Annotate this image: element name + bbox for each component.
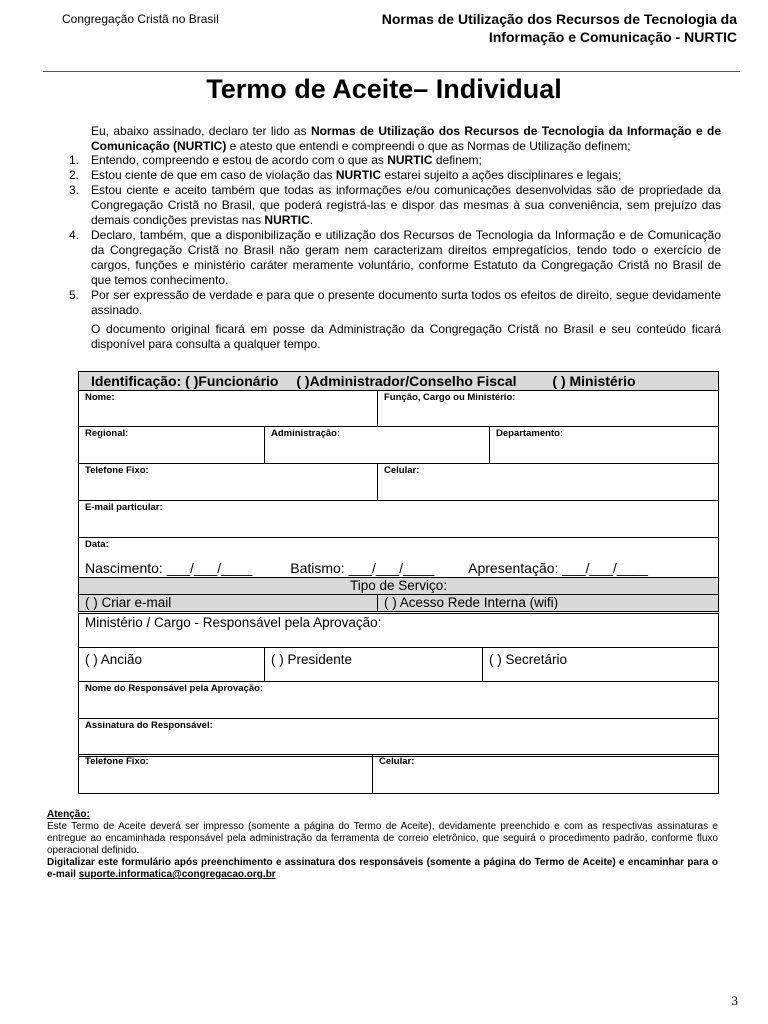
identification-row — [79, 372, 719, 391]
list-item-number: 2. — [69, 168, 80, 182]
list-item-text: Estou ciente de que em caso de violação das — [91, 168, 336, 182]
list-item-bold: NURTIC — [335, 168, 382, 182]
list-item — [69, 168, 721, 183]
celular-responsavel-field[interactable]: Celular: — [373, 755, 719, 794]
apresentacao-date[interactable]: Apresentação: ___/___/____ — [468, 560, 648, 576]
ministerio-cargo-label: Ministério / Cargo - Responsável pela Aprovação: — [79, 614, 719, 648]
header-divider — [43, 71, 740, 72]
anciao-option[interactable]: ( ) Ancião — [79, 648, 265, 682]
list-item-number: 4. — [69, 228, 80, 242]
list-item-text-end: . — [309, 213, 314, 227]
list-item-text: Declaro, também, que a disponibilização e utilização dos Recursos de Tecnologia da Informação e de Comunicação da Congregação Cristã no Brasil não geram nem caracterizam direitos empregatícios, tendo todo o exercício de cargos, funções e ministério caráter meramente voluntário, conforme Estatuto da Congregação Cristã no Brasil de que temos conhecimento. — [91, 228, 721, 287]
list-item-text: Entendo, compreendo e estou de acordo com o que as — [91, 153, 388, 167]
list-item — [69, 153, 721, 168]
option-administrador[interactable]: ( )Administrador/Conselho Fiscal — [296, 373, 517, 389]
option-ministerio[interactable]: ( ) Ministério — [552, 373, 636, 389]
secretario-option[interactable]: ( ) Secretário — [483, 648, 719, 682]
email-field[interactable]: E-mail particular: — [79, 501, 719, 538]
header-document-title — [382, 10, 737, 46]
nome-field[interactable]: Nome: — [79, 391, 378, 427]
support-email-link[interactable]: suporte.informatica@congregacao.org.br — [78, 869, 276, 880]
telefone-fixo-responsavel-field[interactable]: Telefone Fixo: — [79, 755, 373, 794]
data-label: Data: — [85, 539, 109, 550]
tipo-servico-header: Tipo de Serviço: — [79, 578, 719, 595]
intro-bold: Normas de Utilização dos Recursos de Tecnologia da Informação e de Comunicação (NURTIC) — [91, 124, 722, 153]
option-funcionario[interactable]: ( )Funcionário — [185, 373, 279, 389]
list-item-number: 1. — [69, 153, 80, 167]
list-item-number: 5. — [69, 288, 80, 302]
contact-form — [78, 754, 719, 794]
attention-bold-text: Digitalizar este formulário após preenchimento e assinatura dos responsáveis (somente a página do Termo de Aceite) e encaminhar para o e-mail — [47, 857, 718, 880]
list-item-number: 3. — [69, 183, 80, 197]
attention-note — [47, 809, 718, 881]
list-item-text: Por ser expressão de verdade e para que o presente documento surta todos os efeitos de direito, segue devidamente assinado. — [91, 288, 721, 317]
acesso-rede-option[interactable]: ( ) Acesso Rede Interna (wifi) — [378, 595, 719, 612]
list-item-bold: NURTIC — [387, 153, 433, 167]
funcao-field[interactable]: Função, Cargo ou Ministério: — [378, 391, 719, 427]
identification-form — [78, 371, 719, 612]
identification-label: Identificação: — [91, 373, 182, 389]
celular-field[interactable]: Celular: — [378, 464, 719, 501]
page-number: 3 — [731, 993, 738, 1008]
presidente-option[interactable]: ( ) Presidente — [265, 648, 483, 682]
header-title-line-1: Normas de Utilização dos Recursos de Tecnologia da — [381, 11, 737, 27]
regional-field[interactable]: Regional: — [79, 427, 265, 464]
page-title: Termo de Aceite– Individual — [206, 74, 562, 104]
list-item-text-end: estarei sujeito a ações disciplinares e legais; — [381, 168, 622, 182]
intro-text-1: Eu, abaixo assinado, declaro ter lido as — [91, 124, 311, 138]
attention-text: Este Termo de Aceite deverá ser impresso (somente a página do Termo de Aceite), devidamente preenchido e com as respectivas assinaturas e entregue ao encaminhada responsável pela administração da ferramenta de correio eletrônico, que seguirá o procedimento padrão, conforme fluxo operacional definido. — [47, 821, 718, 856]
nome-responsavel-field[interactable]: Nome do Responsável pela Aprovação: — [79, 682, 719, 719]
intro-paragraph — [91, 124, 721, 154]
list-item — [69, 183, 721, 228]
closing-paragraph: O documento original ficará em posse da Administração da Congregação Cristã no Brasil e seu conteúdo ficará disponível para consulta a qualquer tempo. — [91, 322, 721, 351]
departamento-field[interactable]: Departamento: — [490, 427, 719, 464]
list-item-text: Estou ciente e aceito também que todas as informações e/ou comunicações desenvolvidas são de propriedade da Congregação Cristã no Brasil, que poderá registrá-las e dispor das mesmas à sua conveniência, sem prejuízo das demais condições previstas nas — [91, 183, 721, 227]
list-item-bold: NURTIC — [264, 213, 310, 227]
criar-email-option[interactable]: ( ) Criar e-mail — [79, 595, 378, 612]
assinatura-field[interactable]: Assinatura do Responsável: — [79, 719, 719, 757]
dates-row — [85, 560, 712, 576]
list-item-text-end: definem; — [432, 153, 482, 167]
list-item — [69, 228, 721, 288]
list-item — [69, 288, 721, 318]
administracao-field[interactable]: Administração: — [265, 427, 490, 464]
attention-heading: Atenção: — [47, 809, 90, 820]
intro-text-2: e atesto que entendi e compreendi o que as Normas de Utilização definem; — [226, 139, 631, 153]
header-organization: Congregação Cristã no Brasil — [62, 12, 219, 26]
telefone-fixo-field[interactable]: Telefone Fixo: — [79, 464, 378, 501]
batismo-date[interactable]: Batismo: ___/___/____ — [290, 560, 435, 576]
terms-list — [69, 153, 721, 318]
approval-form — [78, 613, 719, 757]
header-title-line-2: Informação e Comunicação - NURTIC — [488, 29, 737, 45]
nascimento-date[interactable]: Nascimento: ___/___/____ — [85, 560, 253, 576]
data-field[interactable] — [79, 538, 719, 578]
